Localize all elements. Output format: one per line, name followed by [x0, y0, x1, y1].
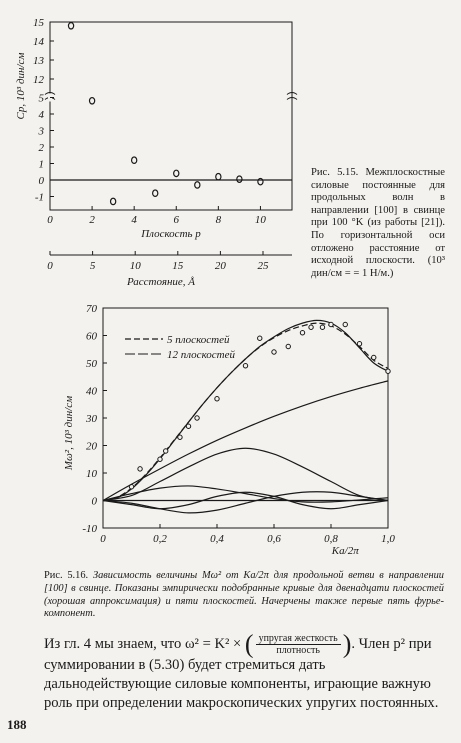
y-tick-label: 50 [86, 358, 97, 370]
y-tick-label: -10 [82, 523, 97, 535]
data-point [174, 170, 179, 176]
x-axis-label: Ka/2π [331, 545, 359, 557]
y-tick-label: 5 [38, 92, 44, 105]
x-axis-label: Плоскость p [141, 228, 201, 240]
x-tick-label: 0,8 [324, 533, 338, 545]
secondary-x-tick-label: 25 [257, 260, 269, 272]
data-point [215, 397, 219, 401]
secondary-x-tick-label: 20 [214, 260, 226, 272]
body-line1-pre: Из гл. 4 мы знаем, что ω² = K² × [44, 635, 242, 652]
y-tick-label: 10 [86, 468, 97, 480]
secondary-x-tick-label: 0 [47, 260, 53, 272]
close-paren: ) [342, 629, 352, 659]
y-tick-label: 3 [38, 125, 44, 138]
data-point [178, 435, 182, 439]
figure-5-16-caption-text: Зависимость величины Mω² от Ka/2π для продольной ветви в направлении [100] в свинце. Показаны эмпирически подобранные кривые для двенадцати плоскостей (хорошая аппроксимация) и пяти плоскостей. Начерчены также первые пять фурье-компонент. [44, 570, 444, 620]
open-paren: ( [244, 629, 254, 659]
page-number: 188 [7, 717, 27, 732]
data-point [243, 364, 247, 368]
fraction-numerator: упругая жесткость [256, 633, 341, 645]
data-point [158, 457, 162, 461]
data-point [195, 182, 200, 188]
stiffness-over-density-fraction [256, 633, 341, 656]
figure-5-16-caption-label: Рис. 5.16. [44, 570, 89, 581]
y-tick-label: 30 [86, 413, 97, 425]
figure-5-15-caption-text: Межплоскостные силовые постоянные для продольных волн в направлении [100] в свинце при 100 °K (из работы [21]). По горизонтальной оси отложено расстояние от исходной плоскости. (10³ дин/см = = 1 Н/м.) [311, 167, 445, 279]
secondary-x-tick-label: 5 [89, 260, 96, 272]
y-tick-label: 40 [86, 385, 97, 398]
data-point [138, 467, 142, 471]
data-point [89, 98, 94, 104]
data-point [357, 342, 361, 346]
x-tick-label: 1,0 [381, 533, 395, 545]
x-tick-label: 0 [47, 214, 53, 226]
data-point [195, 416, 199, 420]
figure-5-15-caption [311, 167, 445, 280]
data-point [258, 336, 262, 340]
x-tick-label: 4 [131, 214, 137, 226]
data-point [386, 369, 390, 373]
figure-5-16 [0, 296, 461, 568]
y-tick-label: 0 [91, 495, 97, 508]
figure-5-15-caption-label: Рис. 5.15. [311, 167, 359, 178]
y-tick-label: 14 [33, 36, 44, 48]
y-tick-label: 60 [86, 330, 97, 343]
data-point [309, 325, 313, 329]
fourier-component-curve [103, 381, 388, 501]
data-point [300, 331, 304, 335]
plot-frame [103, 308, 388, 528]
y-axis-label: Cp, 10³ дин/см [15, 52, 27, 120]
body-rest: при суммировании в (5.30) будет стремиться дать дальнодействующие силовые компоненты, играющие важную роль при определении макроскопических упругих постоянных. [44, 635, 439, 711]
y-tick-label: 13 [33, 55, 44, 67]
data-point [216, 174, 221, 180]
x-tick-label: 0 [100, 533, 106, 545]
y-tick-label: 4 [38, 109, 44, 121]
data-point [68, 23, 73, 29]
secondary-x-tick-label: 15 [172, 260, 184, 272]
fourier-component-curve [103, 492, 388, 513]
legend-5-planes: 5 плоскостей [167, 334, 230, 346]
data-point [186, 424, 190, 428]
data-point [329, 322, 333, 326]
y-tick-label: 12 [33, 74, 44, 86]
data-point [272, 350, 276, 354]
curve-12-planes [103, 320, 388, 500]
x-tick-label: 10 [254, 214, 266, 226]
data-point [286, 344, 290, 348]
curve-5-planes [103, 323, 388, 500]
x-tick-label: 8 [215, 214, 222, 226]
legend-12-planes: 12 плоскостей [167, 349, 235, 361]
body-line1-post: . Член p² [351, 635, 406, 652]
y-tick-label: -1 [34, 191, 44, 204]
y-tick-label: 20 [86, 440, 97, 453]
y-tick-label: 70 [86, 303, 97, 315]
data-point [164, 449, 168, 453]
data-point [153, 190, 158, 196]
y-tick-label: 0 [38, 175, 44, 187]
x-tick-label: 0,2 [153, 533, 167, 545]
y-axis-label: Mω², 10³ дин/см [63, 395, 75, 471]
figure-5-16-caption [44, 570, 444, 621]
y-tick-label: 1 [38, 158, 44, 171]
secondary-x-tick-label: 10 [129, 260, 141, 272]
data-point [237, 176, 242, 182]
secondary-x-axis-label: Расстояние, Å [126, 276, 196, 288]
data-point [343, 322, 347, 326]
y-tick-label: 15 [33, 17, 44, 29]
x-tick-label: 2 [89, 214, 95, 226]
data-point [132, 157, 137, 163]
x-tick-label: 6 [173, 214, 180, 226]
body-paragraph [44, 629, 442, 713]
data-point [320, 325, 324, 329]
x-tick-label: 0,6 [267, 533, 281, 545]
fraction-denominator: плотность [276, 645, 320, 656]
x-tick-label: 0,4 [210, 533, 224, 545]
data-point [372, 355, 376, 359]
plot-frame [50, 22, 292, 210]
data-point [111, 198, 116, 204]
y-tick-label: 2 [38, 142, 44, 154]
